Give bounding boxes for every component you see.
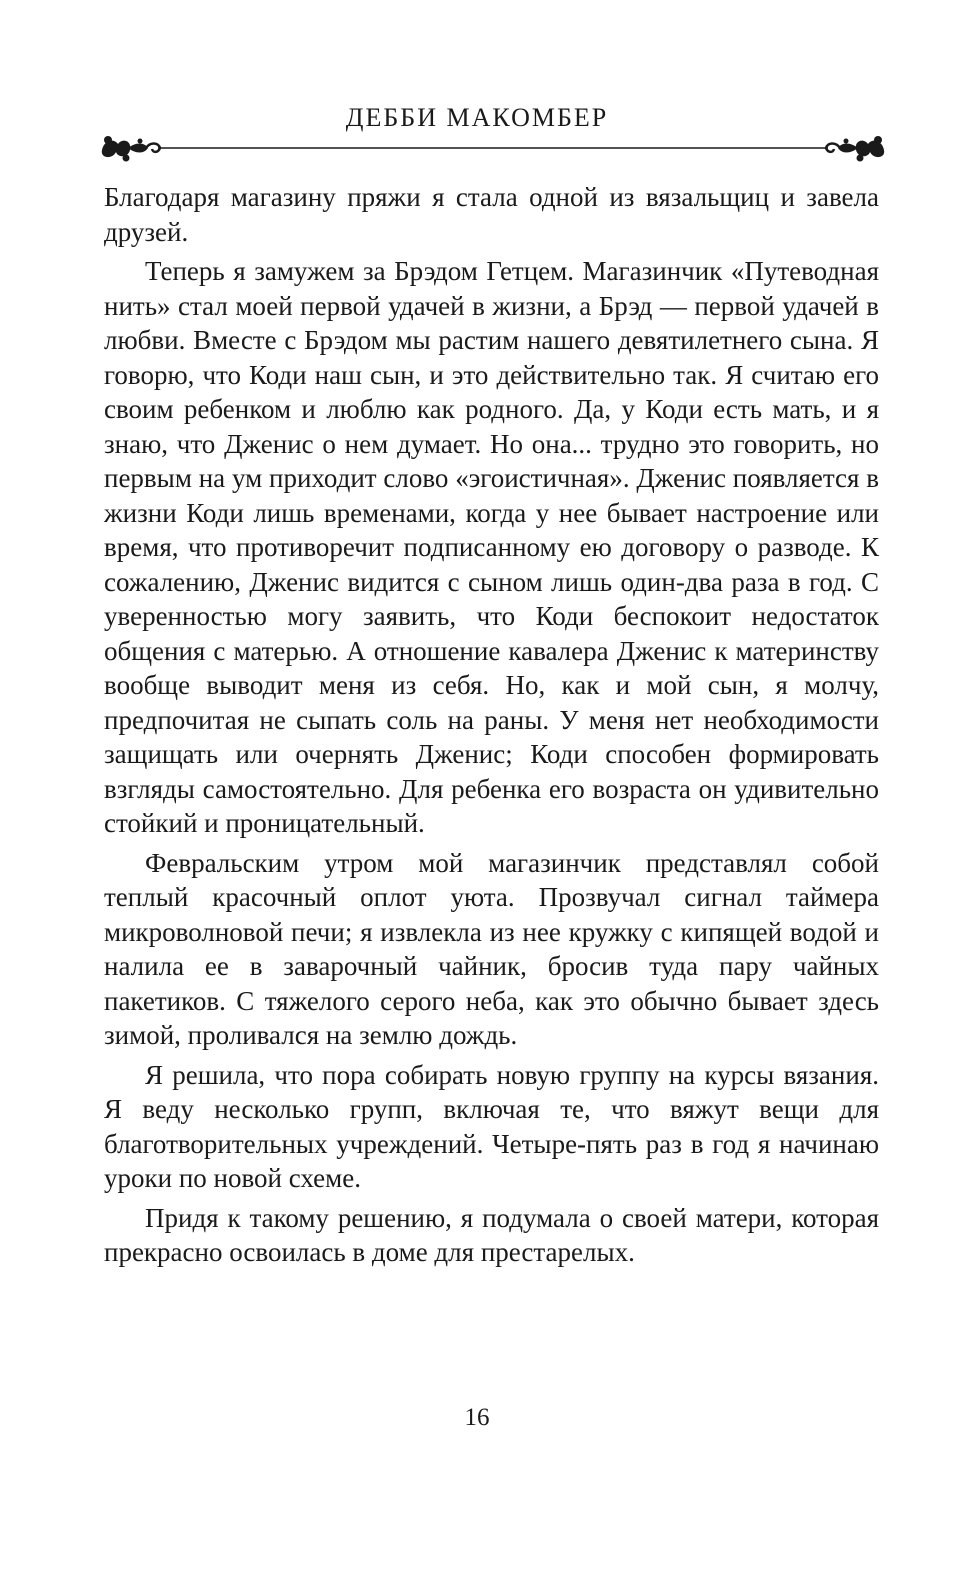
paragraph: Благодаря магазину пряжи я стала одной из вязальщиц и завела друзей. bbox=[104, 182, 879, 247]
paragraph: Придя к такому решению, я подумала о своей матери, которая прекрасно освоилась в доме для престарелых. bbox=[104, 1202, 879, 1267]
running-header-author: ДЕББИ МАКОМБЕР bbox=[345, 103, 609, 132]
header-ornament-rule bbox=[98, 128, 888, 168]
paragraph: Теперь я замужем за Брэдом Гетцем. Магазинчик «Путеводная нить» стал моей первой удачей в жизни, а Брэд — первой удачей в любви. Вместе с Брэдом мы растим нашего девятилетнего сына. Я говорю, что Коди наш сын, и это действительно так. Я считаю его своим ребенком и люблю как родного. Да, у Коди есть мать, и я знаю, что Дженис о нем думает. Но она... трудно это говорить, но первым на ум приходит слово «эгоистичная». Дженис появляется в жизни Коди лишь временами, когда у нее бывает настроение или время, что противоречит подписанному ею договору о разводе. К сожалению, Дженис видится с сыном лишь один-два раза в год. С уверенностью могу заявить, что Коди беспокоит недостаток общения с матерью. А отношение кавалера Дженис к материнству вообще выводит меня из себя. Но, как и мой сын, я молчу, предпочитая не сыпать соль на раны. У меня нет необходимости защищать или очернять Дженис; Коди способен формировать взгляды самостоятельно. Для ребенка его возраста он удивительно стойкий и проницательный. bbox=[104, 256, 879, 838]
floral-vignette-left-icon bbox=[102, 136, 160, 162]
paragraph: Я решила, что пора собирать новую группу на курсы вязания. Я веду несколько групп, включая те, что вяжут вещи для благотворительных учреждений. Четыре-пять раз в год я начинаю уроки по новой схеме. bbox=[104, 1059, 879, 1193]
body-text bbox=[104, 180, 879, 1270]
paragraph: Февральским утром мой магазинчик представлял собой теплый красочный оплот уюта. Прозвучал сигнал таймера микроволновой печи; я извлекла из нее кружку с кипящей водой и налила ее в заварочный чайник, бросив туда пару чайных пакетиков. С тяжелого серого неба, как это обычно бывает здесь зимой, проливался на землю дождь. bbox=[104, 847, 879, 1050]
page-number: 16 bbox=[464, 1404, 490, 1431]
floral-vignette-right-icon bbox=[826, 136, 884, 162]
